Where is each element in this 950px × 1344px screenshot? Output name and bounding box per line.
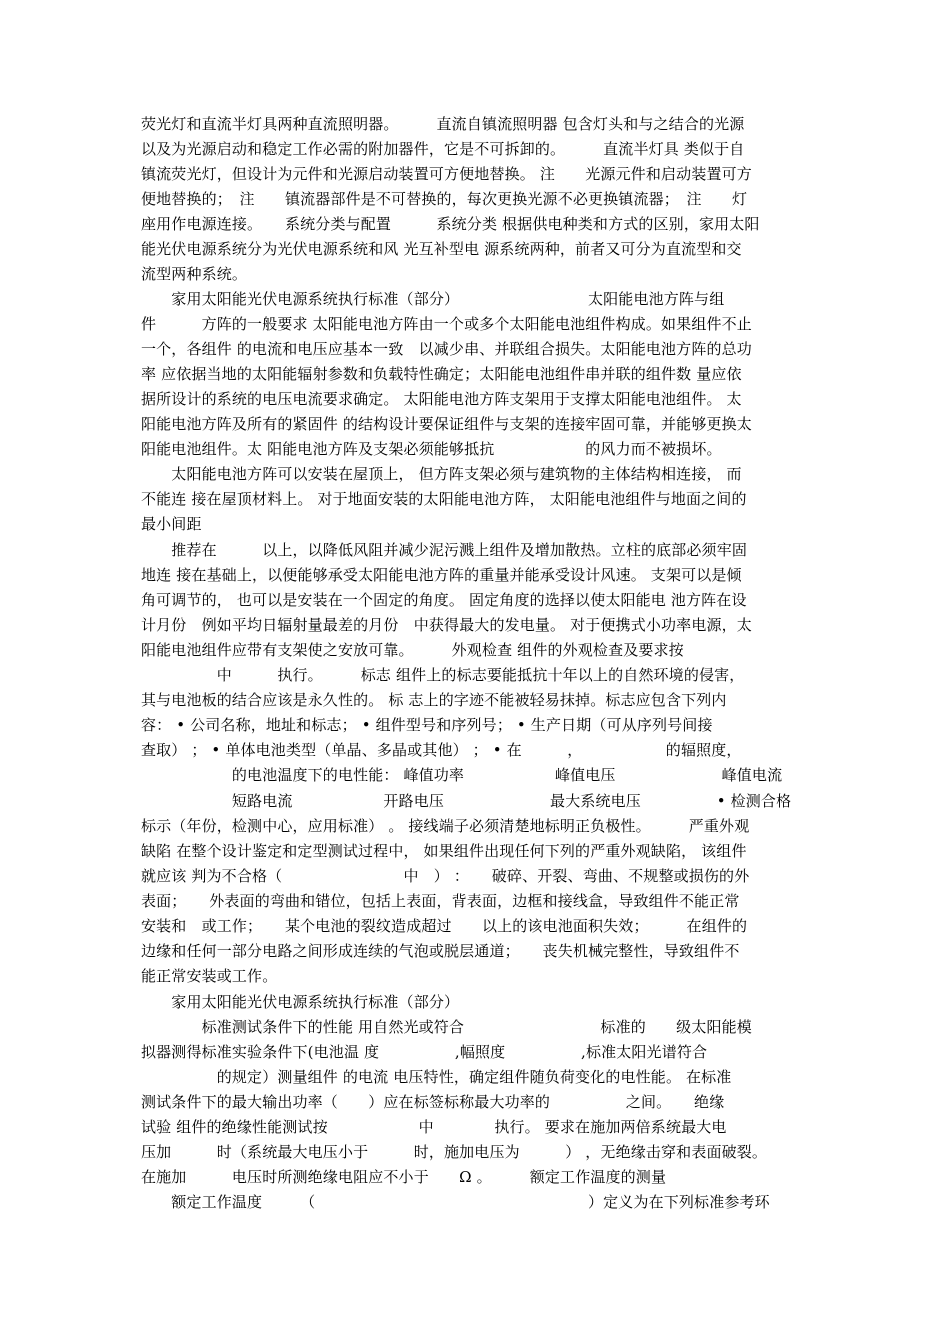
text-line: 座用作电源连接。 系统分类与配置 系统分类 根据供电种类和方式的区别，家用太阳 [141,215,760,233]
text-line: 查取） ； • 单体电池类型（单晶、多晶或其他） ； • 在 ， 的辐照度， [141,741,742,759]
text-line: 荧光灯和直流半灯具两种直流照明器。 直流自镇流照明器 包含灯头和与之结合的光源 [141,115,745,133]
text-line: 在施加 电压时所测绝缘电阻应不小于 Ω 。 额定工作温度的测量 [141,1168,667,1186]
text-line: 阳能电池组件。太 阳能电池方阵及支架必须能够抵抗 的风力而不被损坏。 [141,440,722,458]
text-line: 中 执行。 标志 组件上的标志要能抵抗十年以上的自然环境的侵害， [141,666,745,684]
text-line: 流型两种系统。 [141,265,248,283]
text-line: 试验 组件的绝缘性能测试按 中 执行。 要求在施加两倍系统最大电 [141,1118,727,1136]
text-line: 的电池温度下的电性能： 峰值功率 峰值电压 峰值电流 [141,766,783,784]
text-line: 测试条件下的最大输出功率（ ）应在标签标称最大功率的 之间。 绝缘 [141,1093,725,1111]
text-line: 能光伏电源系统分为光伏电源系统和风 光互补型电 源系统两种，前者又可分为直流型和交 [141,240,742,258]
text-line: 太阳能电池方阵可以安装在屋顶上， 但方阵支架必须与建筑物的主体结构相连接， 而 [141,465,742,483]
text-line: 以及为光源启动和稳定工作必需的附加器件，它是不可拆卸的。 直流半灯具 类似于自 [141,140,745,158]
text-line: 件 方阵的一般要求 太阳能电池方阵由一个或多个太阳能电池组件构成。如果组件不止 [141,315,752,333]
text-line: 拟器测得标准实验条件下(电池温 度 ,幅照度 ,标准太阳光谱符合 [141,1043,708,1061]
text-line: 压加 时（系统最大电压小于 时，施加电压为 ） ，无绝缘击穿和表面破裂。 [141,1143,768,1161]
text-line: 的规定）测量组件 的电流 电压特性，确定组件随负荷变化的电性能。 在标准 [141,1068,732,1086]
text-line: 不能连 接在屋顶材料上。 对于地面安装的太阳能电池方阵， 太阳能电池组件与地面之间的 [141,490,747,508]
text-line: 其与电池板的结合应该是永久性的。 标 志上的字迹不能被轻易抹掉。标志应包含下列内 [141,691,727,709]
text-line: 能正常安装或工作。 [141,967,278,985]
text-line: 表面； 外表面的弯曲和错位，包括上表面，背表面，边框和接线盒，导致组件不能正常 [141,892,740,910]
text-line: 就应该 判为不合格（ 中 ） ： 破碎、开裂、弯曲、不规整或损伤的外 [141,867,750,885]
text-line: 一个，各组件 的电流和电压应基本一致 以减少串、并联组合损失。太阳能电池方阵的总功 [141,340,752,358]
text-line: 边缘和任何一部分电路之间形成连续的气泡或脱层通道； 丧失机械完整性，导致组件不 [141,942,740,960]
text-line: 最小间距 [141,515,202,533]
text-line: 标示（年份，检测中心，应用标准） 。 接线端子必须清楚地标明正负极性。 严重外观 [141,817,750,835]
text-line: 便地替换的； 注 镇流器部件是不可替换的，每次更换光源不必更换镇流器； 注 灯 [141,190,748,208]
text-line: 计月份 例如平均日辐射量最差的月份 中获得最大的发电量。 对于便携式小功率电源，太 [141,616,752,634]
text-line: 率 应依据当地的太阳能辐射参数和负载特性确定；太阳能电池组件串并联的组件数 量应依 [141,365,742,383]
text-line: 缺陷 在整个设计鉴定和定型测试过程中， 如果组件出现任何下列的严重外观缺陷， 该组件 [141,842,747,860]
text-line: 额定工作温度 （ ）定义为在下列标准参考环 [141,1193,770,1211]
text-line: 阳能电池组件应带有支架使之安放可靠。 外观检查 组件的外观检查及要求按 [141,641,684,659]
text-line: 地连 接在基础上，以便能够承受太阳能电池方阵的重量并能承受设计风速。 支架可以是倾 [141,566,742,584]
text-line: 短路电流 开路电压 最大系统电压 • 检测合格 [141,792,792,810]
text-line: 标准测试条件下的性能 用自然光或符合 标准的 级太阳能模 [141,1018,752,1036]
text-line: 镇流荧光灯，但设计为元件和光源启动装置可方便地替换。 注 光源元件和启动装置可方 [141,165,752,183]
text-line: 推荐在 以上，以降低风阻并减少泥污溅上组件及增加散热。立柱的底部必须牢固 [141,541,748,559]
text-line: 角可调节的， 也可以是安装在一个固定的角度。 固定角度的选择以使太阳能电 池方阵在设 [141,591,747,609]
text-line: 容： • 公司名称，地址和标志； • 组件型号和序列号； • 生产日期（可从序列号间接 [141,716,713,734]
text-line: 安装和 或工作； 某个电池的裂纹造成超过 以上的该电池面积失效； 在组件的 [141,917,748,935]
text-line: 阳能电池方阵及所有的紧固件 的结构设计要保证组件与支架的连接牢固可靠，并能够更换太 [141,415,752,433]
section-heading-line: 家用太阳能光伏电源系统执行标准（部分） 太阳能电池方阵与组 [141,290,725,308]
section-heading-line: 家用太阳能光伏电源系统执行标准（部分） [141,993,460,1011]
text-line: 据所设计的系统的电压电流要求确定。 太阳能电池方阵支架用于支撑太阳能电池组件。 太 [141,390,742,408]
